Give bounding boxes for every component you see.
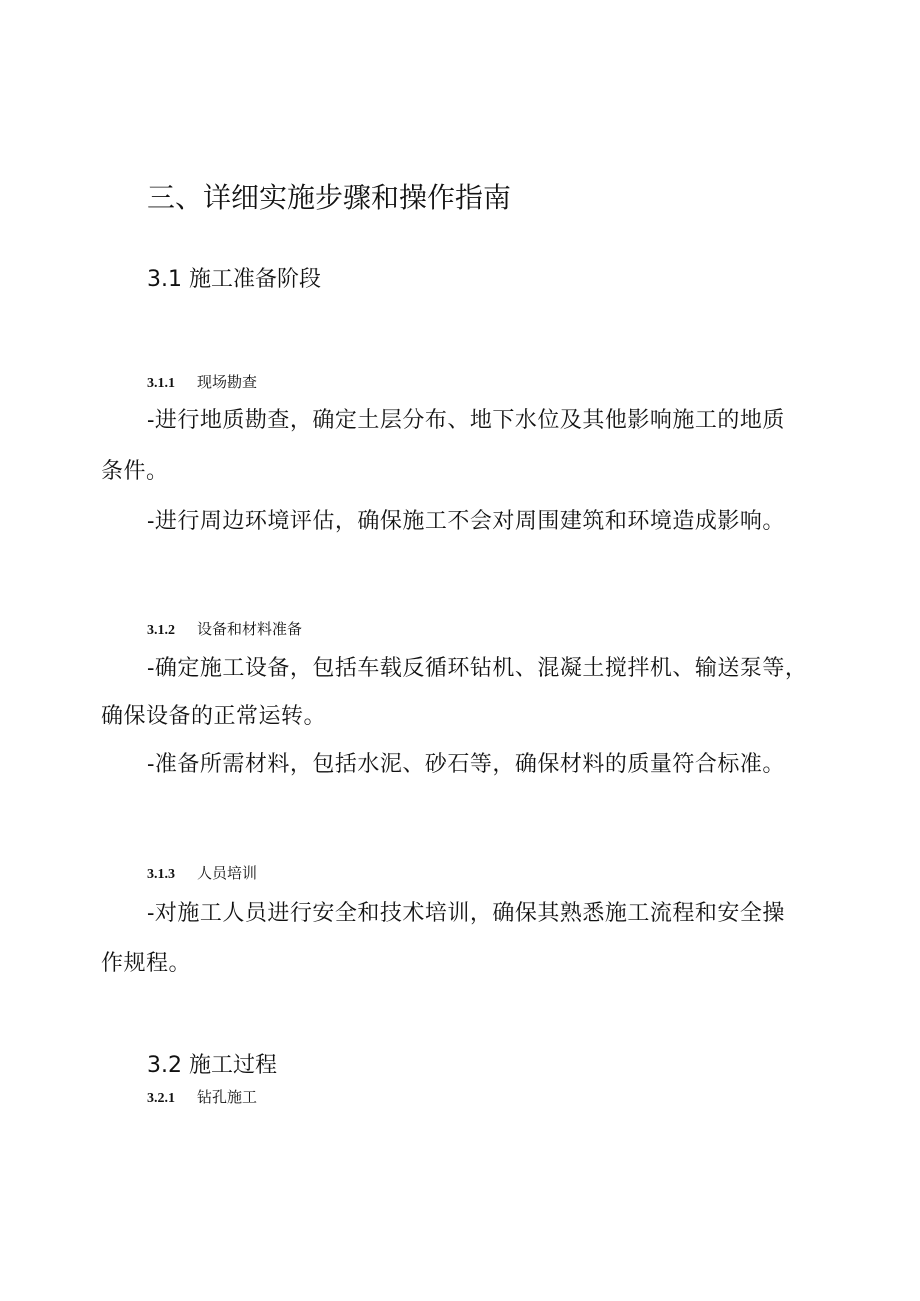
subheading-3-1-1 — [147, 371, 257, 392]
paragraph-line: -准备所需材料，包括水泥、砂石等，确保材料的质量符合标准。 — [147, 752, 785, 777]
heading-3-1: 3.1 施工准备阶段 — [147, 267, 321, 292]
subheading-number: 3.1.2 — [147, 623, 175, 638]
paragraph-line: 确保设备的正常运转。 — [101, 704, 327, 729]
subheading-number: 3.1.1 — [147, 376, 175, 391]
paragraph-line: -进行周边环境评估，确保施工不会对周围建筑和环境造成影响。 — [147, 509, 785, 534]
paragraph-line: 作规程。 — [101, 951, 192, 976]
subheading-3-1-3 — [147, 862, 257, 883]
section-title: 三、详细实施步骤和操作指南 — [147, 181, 512, 214]
subheading-3-1-2 — [147, 618, 302, 639]
subheading-title: 设备和材料准备 — [197, 620, 303, 638]
subheading-title: 钻孔施工 — [197, 1088, 258, 1106]
subheading-title: 人员培训 — [197, 864, 258, 882]
paragraph-line: -进行地质勘查，确定土层分布、地下水位及其他影响施工的地质 — [147, 408, 785, 433]
subheading-number: 3.1.3 — [147, 867, 175, 882]
paragraph-line: -确定施工设备，包括车载反循环钻机、混凝土搅拌机、输送泵等， — [147, 656, 808, 681]
subheading-3-2-1 — [147, 1086, 257, 1107]
subheading-title: 现场勘查 — [197, 373, 258, 391]
paragraph-line: -对施工人员进行安全和技术培训，确保其熟悉施工流程和安全操 — [147, 901, 785, 926]
heading-3-2: 3.2 施工过程 — [147, 1053, 277, 1078]
paragraph-line: 条件。 — [101, 459, 169, 484]
subheading-number: 3.2.1 — [147, 1091, 175, 1106]
